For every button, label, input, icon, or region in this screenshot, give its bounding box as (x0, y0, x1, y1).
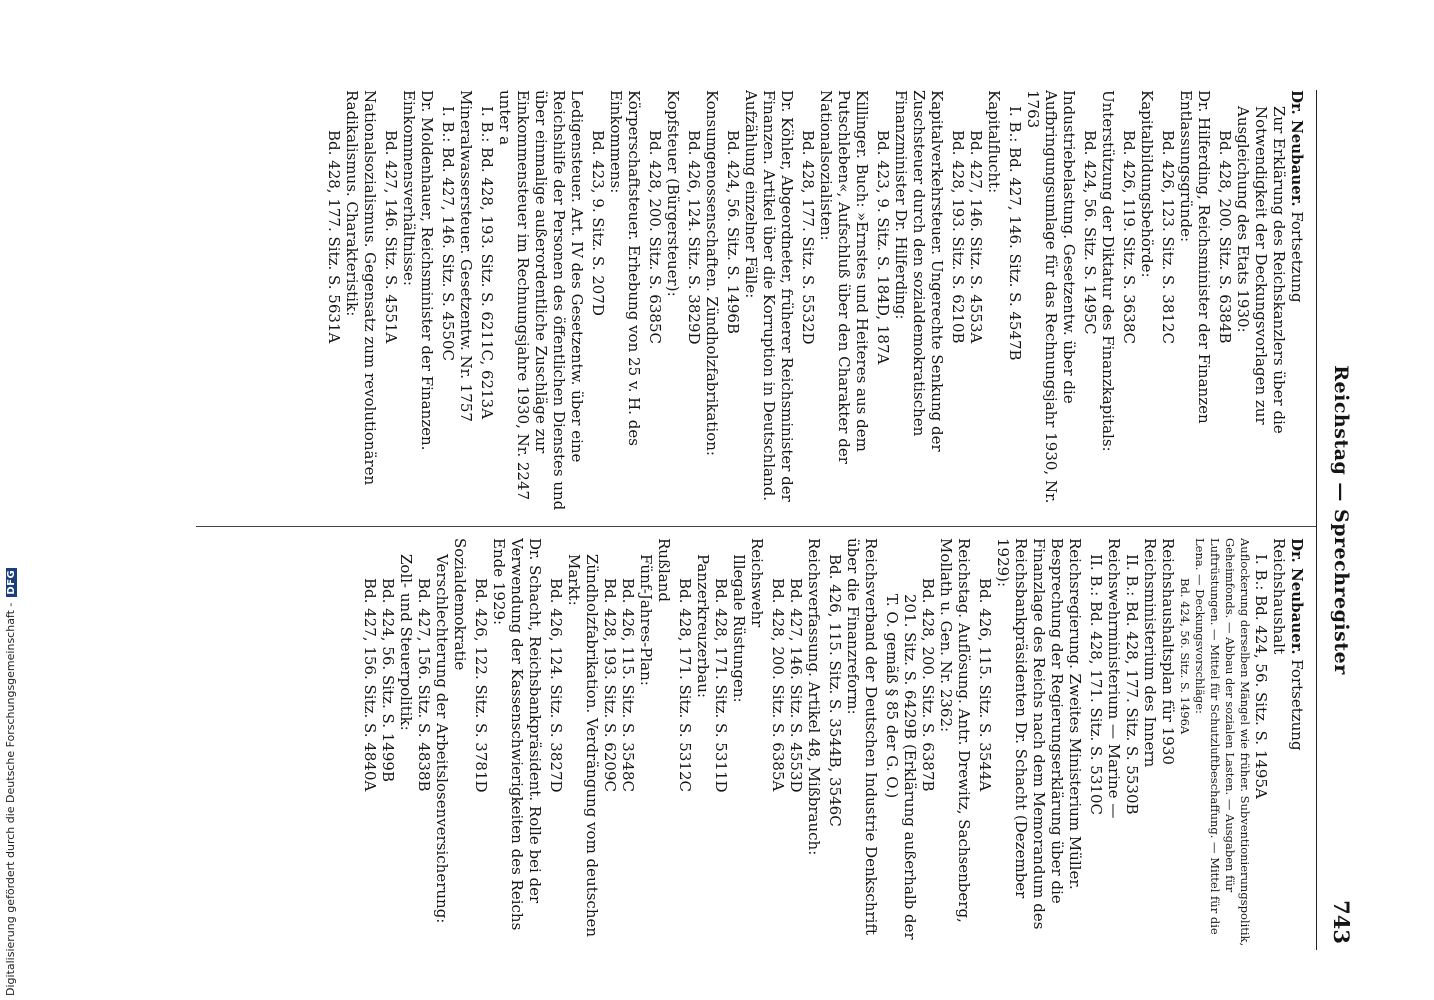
register-entry: 201. Sitz. S. 6429B (Erklärung außerhalb der T. O. gemäß § 85 der G. O.) (883, 594, 919, 940)
register-entry: Bd. 424, 56. Sitz. S. 1496A (1178, 578, 1192, 735)
register-entry: Sozialdemokratie (451, 538, 469, 671)
register-entry: Bd. 423, 9. Sitz. S. 184D, 187A (874, 130, 892, 365)
register-entry: Dr. Moldenhauer, Reichsminister der Finanzen. Einkommensverhältnisse: (400, 90, 436, 451)
register-entry: Reichswehrministerium — Marine — (1105, 538, 1123, 819)
register-entry: Reichsverband der Deutschen Industrie Denkschrift über die Finanzreform: (844, 538, 880, 936)
register-entry: Auflockerung derselben Mängel wie früher. Subventionierungspolitik, Geheimfonds. — Abbau der sozialen Lasten. — Ausgaben für Luftrüstungen. — Mittel für Schutzluftbeschaffung. — Mittel für die Lena. — Deckungsvorschläge: (1193, 538, 1252, 947)
register-entry: Bd. 424, 56. Sitz. S. 1496B (724, 130, 742, 334)
register-entry: Bd. 426, 122. Sitz. S. 3781D (472, 578, 490, 793)
register-entry: Reichsverfassung. Artikel 48, Mißbrauch: (805, 538, 823, 856)
register-entry: Bd. 424, 56. Sitz. S. 1495C (1081, 130, 1099, 335)
register-entry: Bd. 428, 193. Sitz. S. 6209C (601, 578, 619, 792)
rotated-page (160, 90, 1360, 950)
register-entry: I. B.: Bd. 427, 146. Sitz. S. 4547B (1006, 106, 1024, 361)
register-entry: Bd. 428, 171. Sitz. S. 5312C (676, 578, 694, 792)
register-entry: Bd. 428, 177. Sitz. S. 5532D (799, 130, 817, 345)
register-entry (1288, 90, 1306, 514)
register-entry: Bd. 426, 115. Sitz. S. 3544B, 3546C (826, 554, 844, 827)
register-entry: Bd. 426, 115. Sitz. S. 3548C (619, 578, 637, 792)
entry-continuation: Fortsetzung (1288, 654, 1306, 751)
register-entry: I. B.: Bd. 428, 193. Sitz. S. 6211C, 6213A (478, 106, 496, 420)
register-entry: Kapitalverkehrsteuer. Ungerechte Senkung der Zuschsteuer durch den sozialdemokratischen Finanzminister Dr. Hilferding: (892, 90, 946, 452)
register-entry: Kapitalflucht: (985, 90, 1003, 194)
register-entry: Reichstag. Auflösung. Antr. Drewitz, Sachsenberg, Mollath u. Gen. Nr. 2362: (937, 538, 973, 923)
register-entry: Ledigensteuer. Art. IV des Gesetzentw. über eine Reichshilfe der Personen des öffentlichen Dienstes und über einmalige außerordentliche Zuschläge zur Einkommensteuer im Rechnungsjahre 1930, Nr. 2247 unter a (496, 90, 586, 511)
register-entry: Rußland (655, 538, 673, 602)
register-entry: Bd. 426, 123. Sitz. S. 3812C (1159, 130, 1177, 344)
register-entry: Bd. 423, 9. Sitz. S. 207D (589, 130, 607, 316)
footer-credit: Digitalisierung gefördert durch die Deutsche Forschungsgemeinschaft - (4, 602, 17, 996)
register-entry: Bd. 424, 56. Sitz. S. 1499B (379, 578, 397, 782)
register-entry: Bd. 427, 146. Sitz. S. 4551A (382, 130, 400, 344)
register-entry: Körperschaftsteuer. Erhebung von 25 v. H. des Einkommens: (607, 90, 643, 446)
register-entry: Reichshaushaltsplan für 1930 (1159, 538, 1177, 765)
register-entry: Bd. 427, 146. Sitz. S. 4553D (787, 578, 805, 793)
register-entry: Bd. 426, 124. Sitz. S. 3827D (547, 578, 565, 793)
register-entry: Fünf-Jahres-Plan: (637, 554, 655, 686)
entry-heading: Dr. Neubauer. (1288, 90, 1306, 207)
register-entry: Killinger. Buch: »Ernstes und Heiteres aus dem Putschleben«, Aufschluß über den Charakter der Nationalsozialisten: (817, 90, 871, 464)
register-entry: Unterstützung der Diktatur des Finanzkapitals: (1099, 90, 1117, 452)
register-entry: Panzerkreuzerbau: (694, 554, 712, 698)
register-entry: II. B.: Bd. 428, 171. Sitz. S. 5310C (1087, 554, 1105, 815)
register-entry: Bd. 426, 115. Sitz. S. 3544A (976, 578, 994, 792)
left-column (186, 538, 1306, 950)
register-entry: Bd. 428, 171. Sitz. S. 5311D (712, 578, 730, 793)
page-header (1316, 90, 1360, 950)
register-entry: Verschlechterung der Arbeitslosenversicherung: (433, 554, 451, 924)
register-entry: Zoll- und Steuerpolitik: (397, 554, 415, 731)
register-entry: Bd. 427, 146. Sitz. S. 4553A (967, 130, 985, 344)
register-entry: Reichsministerium des Innern (1141, 538, 1159, 768)
register-entry: Bd. 427, 156. Sitz. S. 4840A (361, 578, 379, 792)
register-entry: Zur Erklärung des Reichskanzlers über die Notwendigkeit der Deckungsvorlagen zur Ausgleichung des Etats 1930: (1234, 106, 1288, 434)
register-entry: Bd. 427, 156. Sitz. S. 4838B (415, 578, 433, 792)
right-column (186, 90, 1306, 514)
register-entry: I. B.: Bd. 427, 146. Sitz. S. 4550C (439, 106, 457, 362)
register-entry: Nationalsozialismus. Gegensatz zum revolutionären Radikalismus. Charakteristik: (343, 90, 379, 486)
register-entry: Dr. Schacht, Reichsbankpräsident. Rolle bei der Verwendung der Kassenschwierigkeiten des Reichs Ende 1929: (490, 538, 544, 931)
register-entry: Dr. Köhler, Abgeordneter, früherer Reichsminister der Finanzen. Artikel über die Korruption in Deutschland. Aufzählung einzelner Fälle: (742, 90, 796, 502)
register-entry: Bd. 428, 177. Sitz. S. 5631A (325, 130, 343, 344)
register-entry: Reichswehr (748, 538, 766, 628)
register-entry: Bd. 428, 200. Sitz. S. 6387B (919, 578, 937, 792)
register-entry: Dr. Hilferding, Reichsminister der Finanzen Entlassungsgründe: (1177, 90, 1213, 424)
register-entry: Bd. 428, 200. Sitz. S. 6385C (646, 130, 664, 344)
register-entry: I. B.: Bd. 424, 56. Sitz. S. 1495A (1252, 554, 1270, 799)
register-entry: Illegale Rüstungen: (730, 554, 748, 703)
register-entry: Bd. 428, 200. Sitz. S. 6385A (769, 578, 787, 792)
register-entry: Zündholzfabrikation. Verdrängung vom deutschen Markt: (565, 554, 601, 938)
register-entry: Mineralwassersteuer. Gesetzentw. Nr. 1757 (457, 90, 475, 422)
register-entry: Reichshaushalt (1270, 538, 1288, 655)
page-number: 743 (1329, 900, 1354, 944)
register-entry: II. B.: Bd. 428, 177. Sitz. S. 5530B (1123, 554, 1141, 815)
register-entry: Kapitalbildungsbehörde: (1138, 90, 1156, 278)
register-entry: Konsumgenossenschaften. Zündholzfabrikation: (703, 90, 721, 456)
register-entry: Reichsregierung. Zweites Ministerium Müller. Besprechung der Regierungserklärung über die Finanzlage des Reichs nach dem Memorandum des Reichsbankpräsidenten Dr. Schacht (Dezember 1929): (994, 538, 1084, 930)
footer-text-wrapper (4, 568, 17, 996)
entry-heading: Dr. Neubauer. (1288, 538, 1306, 655)
register-entry: Kopfsteuer (Bürgersteuer): (664, 90, 682, 297)
register-entry: Bd. 428, 193. Sitz. S. 6210B (949, 130, 967, 344)
register-entry (1288, 538, 1306, 950)
register-entry: Bd. 426, 119. Sitz. S. 3638C (1120, 130, 1138, 344)
column-divider (196, 526, 1316, 527)
digitization-footer (0, 0, 30, 1000)
register-entry: Bd. 428, 200. Sitz. S. 6384B (1216, 130, 1234, 344)
dfg-logo: DFG (6, 569, 17, 595)
register-entry: Bd. 426, 124. Sitz. S. 3829D (685, 130, 703, 345)
register-entry: Industriebelastung. Gesetzentw. über die Aufbringungsumlage für das Rechnungsjahr 1930, Nr. 1763 (1024, 90, 1078, 504)
entry-continuation: Fortsetzung (1288, 206, 1306, 303)
running-title: Reichstag — Sprechregister (1330, 365, 1352, 675)
